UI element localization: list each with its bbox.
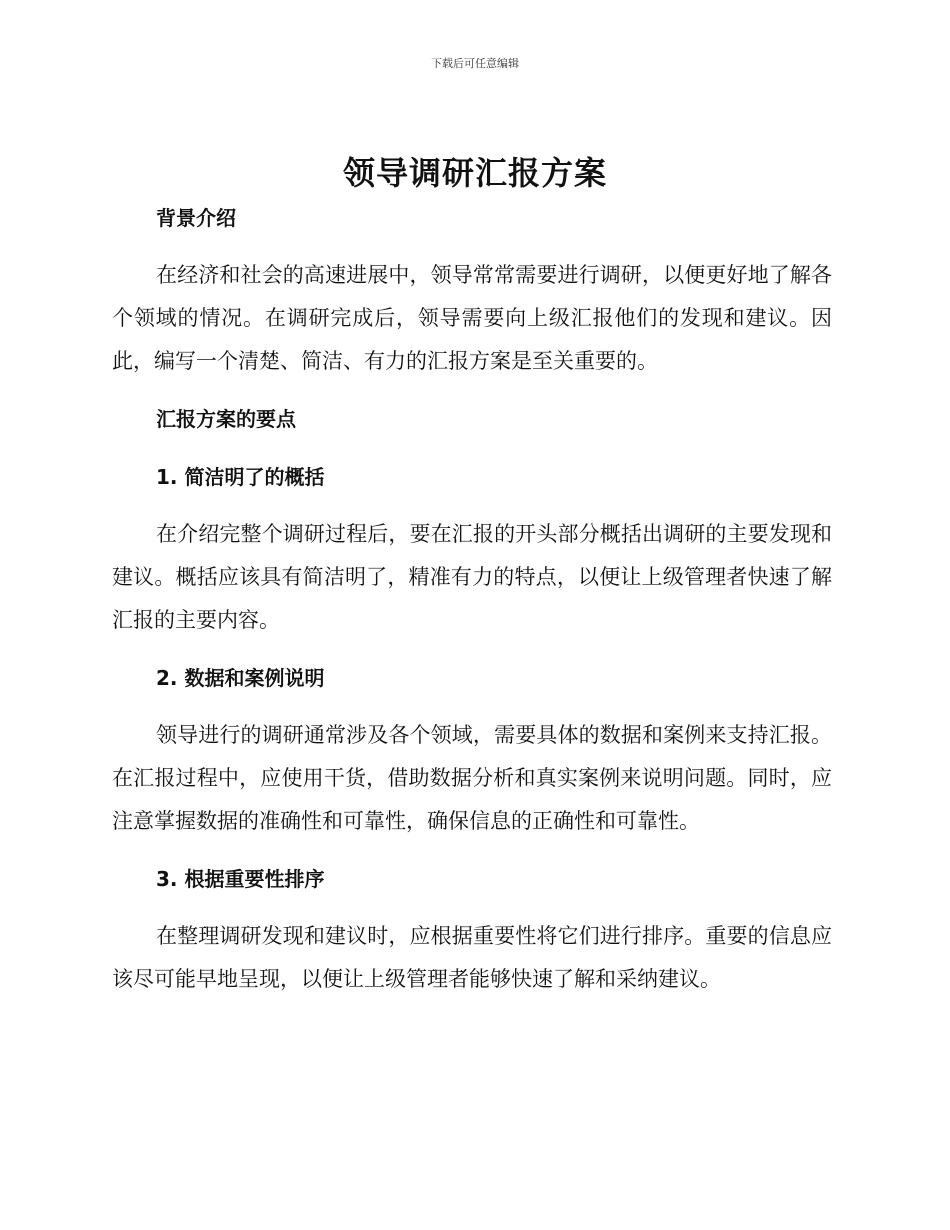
point-heading-1: 1. 简洁明了的概括 bbox=[156, 465, 325, 489]
point-heading-2: 2. 数据和案例说明 bbox=[156, 666, 325, 690]
document-title: 领导调研汇报方案 bbox=[342, 154, 607, 192]
section-heading-keypoints: 汇报方案的要点 bbox=[156, 407, 296, 431]
paragraph-point-2: 领导进行的调研通常涉及各个领域，需要具体的数据和案例来支持汇报。在汇报过程中，应使用干货，借助数据分析和真实案例来说明问题。同时，应注意掌握数据的准确性和可靠性，确保信息的正确性和可靠性。 bbox=[112, 723, 832, 833]
paragraph-point-3: 在整理调研发现和建议时，应根据重要性将它们进行排序。重要的信息应该尽可能早地呈现，以便让上级管理者能够快速了解和采纳建议。 bbox=[112, 924, 832, 991]
header-note: 下载后可任意编辑 bbox=[431, 57, 519, 70]
section-heading-background: 背景介绍 bbox=[156, 206, 236, 230]
document-body bbox=[112, 196, 832, 1001]
paragraph-point-1: 在介绍完整个调研过程后，要在汇报的开头部分概括出调研的主要发现和建议。概括应该具有简洁明了，精准有力的特点，以便让上级管理者快速了解汇报的主要内容。 bbox=[112, 522, 832, 632]
paragraph-background: 在经济和社会的高速进展中，领导常常需要进行调研，以便更好地了解各个领域的情况。在调研完成后，领导需要向上级汇报他们的发现和建议。因此，编写一个清楚、简洁、有力的汇报方案是至关重要的。 bbox=[112, 263, 832, 373]
point-heading-3: 3. 根据重要性排序 bbox=[156, 867, 325, 891]
